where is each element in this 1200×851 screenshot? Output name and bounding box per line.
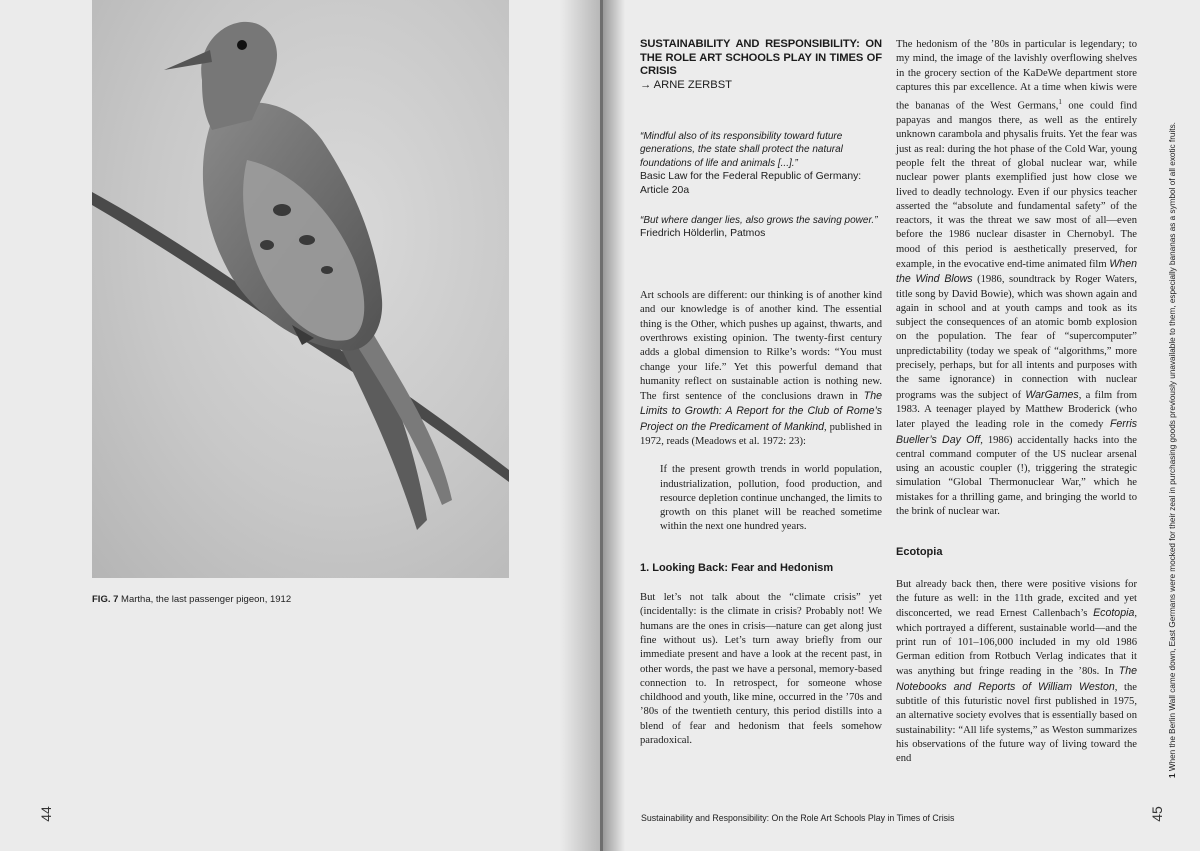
running-footer: Sustainability and Responsibility: On the Role Art Schools Play in Times of Crisis bbox=[641, 813, 955, 823]
intro-paragraph bbox=[640, 289, 882, 449]
figure-caption-text: Martha, the last passenger pigeon, 1912 bbox=[121, 594, 292, 605]
figure-label: FIG. 7 bbox=[92, 594, 119, 605]
section-1-paragraph: But let’s not talk about the “climate crisis” yet (incidentally: is the climate in crisis? Probably not! We humans are the ones in crisis—nature can get along just fine without us). Let’s turn away briefly from our immediate present and have a look at the recent past, in other words, the past we have a personal, memory-based connection to. In retrospect, for someone whose childhood and youth, like mine, occurred in the ’70s and ’80s of the twentieth century, this period distills into a blend of fear and hedonism that feels somehow paradoxical. bbox=[640, 592, 882, 747]
column-one bbox=[640, 38, 882, 748]
ecotopia-text-2: , which portrayed a different, sustainable world—and the print run of 101–106,000 included in my old 1986 German edition from Rotbuch Verlag indicates that it was anything but fringe reading in the ’80s. In bbox=[896, 608, 1137, 678]
ecotopia-text-3: , the subtitle of this futuristic novel first published in 1975, an alternative society evolves that is essentially based on sustainability: “All life systems,” as Weston summarizes his observations of the future way of living toward the end bbox=[896, 681, 1137, 765]
ecotopia-paragraph bbox=[896, 578, 1137, 767]
figure-caption bbox=[92, 594, 291, 605]
film-title-wind: When the Wind Blows bbox=[896, 257, 1137, 286]
section-heading-2: Ecotopia bbox=[896, 546, 943, 559]
passenger-pigeon-photo bbox=[92, 0, 509, 578]
epigraph-2-quote: “But where danger lies, also grows the saving power.” bbox=[640, 214, 878, 226]
page-number-left: 44 bbox=[37, 806, 54, 822]
page-number-right: 45 bbox=[1148, 806, 1165, 822]
footnote-ref: 1 bbox=[1058, 98, 1062, 107]
column-two bbox=[896, 38, 1137, 766]
footnote bbox=[1168, 18, 1178, 778]
film-title-wargames: WarGames bbox=[1025, 388, 1079, 401]
intro-text: Art schools are different: our thinking is of another kind and our knowledge is of another kind. The essential thing is the Other, which pushes up against, thwarts, and overthrows existing opinion. The twenty-first century adds a global dimension to Rilke’s words: “You must change your life.” Yet this powerful demand that humanity reflect on sustainable action is nothing new. The first sentence of the conclusions drawn in bbox=[640, 290, 882, 403]
article-author: → ARNE ZERBST bbox=[640, 78, 733, 91]
book-title-notebooks: The Notebooks and Reports of William Weston bbox=[896, 665, 1138, 693]
book-title-limits: The Limits to Growth: A Report for the Club of Rome’s Project on the Predicament of Mankind bbox=[640, 390, 882, 433]
gutter-shadow-left bbox=[560, 0, 600, 851]
gutter-shadow-right bbox=[603, 0, 625, 851]
article-title: SUSTAINABILITY AND RESPONSIBILITY: ON THE ROLE ART SCHOOLS PLAY IN TIMES OF CRISIS bbox=[640, 38, 882, 77]
footnote-text: When the Berlin Wall came down, East Germans were mocked for their zeal in purchasing goods previously unavailable to them, especially bananas as a symbol of all exotic fruits. bbox=[1168, 122, 1177, 772]
footnote-number: 1 bbox=[1168, 773, 1177, 778]
epigraph-1 bbox=[640, 130, 882, 198]
hedonism-text-3: (1986, soundtrack by Roger Waters, title song by David Bowie), which was shown again and again in school and at youth camps and took as its subject the consequences of an atomic bomb explosion on the population. The fear of “supercomputer” unpredictability (today we speak of “algorithms,” more precisely, perhaps, but for all intents and purposes with the same ignorance) in connection with nuclear programs was the subject of bbox=[896, 274, 1137, 401]
hedonism-text-1: The hedonism of the ’80s in particular is legendary; to my mind, the image of the lavishly overflowing shelves in the grocery section of the KaDeWe department store captures this par excellence. At a time when kiwis were the bananas of the West Germans, bbox=[896, 39, 1137, 112]
hedonism-text-2: one could find papayas and mangos there, as well as the entirely unknown carambola and physalis fruits. Yet the fear was just as real: during the hot phase of the Cold War, young people felt the threat of global nuclear war, while nuclear power plants exemplified just how close we lived to deadly technology. Even if our physics teacher asserted the “absolute and fundamental safety” of the reactors, it was the threat we saw most of all—even before the 1986 nuclear disaster in Chernobyl. The mood of this period is aesthetically preserved, for example, in the evocative end-time animated film bbox=[896, 100, 1138, 270]
block-quote: If the present growth trends in world population, industrialization, pollution, food production, and resource depletion continue unchanged, the limits to growth on this planet will be reached sometime within the next one hundred years. bbox=[660, 464, 882, 533]
book-title-ecotopia: Ecotopia bbox=[1093, 607, 1135, 620]
epigraph-2 bbox=[640, 214, 882, 241]
section-heading-1: 1. Looking Back: Fear and Hedonism bbox=[640, 561, 834, 574]
hedonism-paragraph bbox=[896, 38, 1137, 519]
hedonism-text-4: , a film from 1983. A teenager played by Matthew Broderick (who later played the leading role in the comedy bbox=[896, 389, 1137, 431]
epigraph-2-source: Friedrich Hölderlin, Patmos bbox=[640, 228, 766, 240]
epigraph-1-source: Basic Law for the Federal Republic of Germany: Article 20a bbox=[640, 171, 862, 197]
intro-text-end: , published in 1972, reads (Meadows et al. 1972: 23): bbox=[640, 421, 883, 447]
ecotopia-text-1: But already back then, there were positive visions for the future as well: in the 11th grade, excited and yet disconcerted, we read Ernest Callenbach’s bbox=[896, 578, 1137, 620]
film-title-ferris: Ferris Bueller’s Day Off bbox=[896, 418, 1138, 446]
hedonism-text-5: , 1986) accidentally hacks into the central command computer of the US nuclear arsenal using an acoustic coupler (!), triggering the strategic simulation “Global Thermonuclear War,” which he mistakes for a thrilling game, and bringing the world to the brink of nuclear war. bbox=[896, 434, 1137, 518]
epigraph-1-quote: “Mindful also of its responsibility toward future generations, the state shall protect the natural foundations of life and animals [...].” bbox=[640, 131, 843, 169]
